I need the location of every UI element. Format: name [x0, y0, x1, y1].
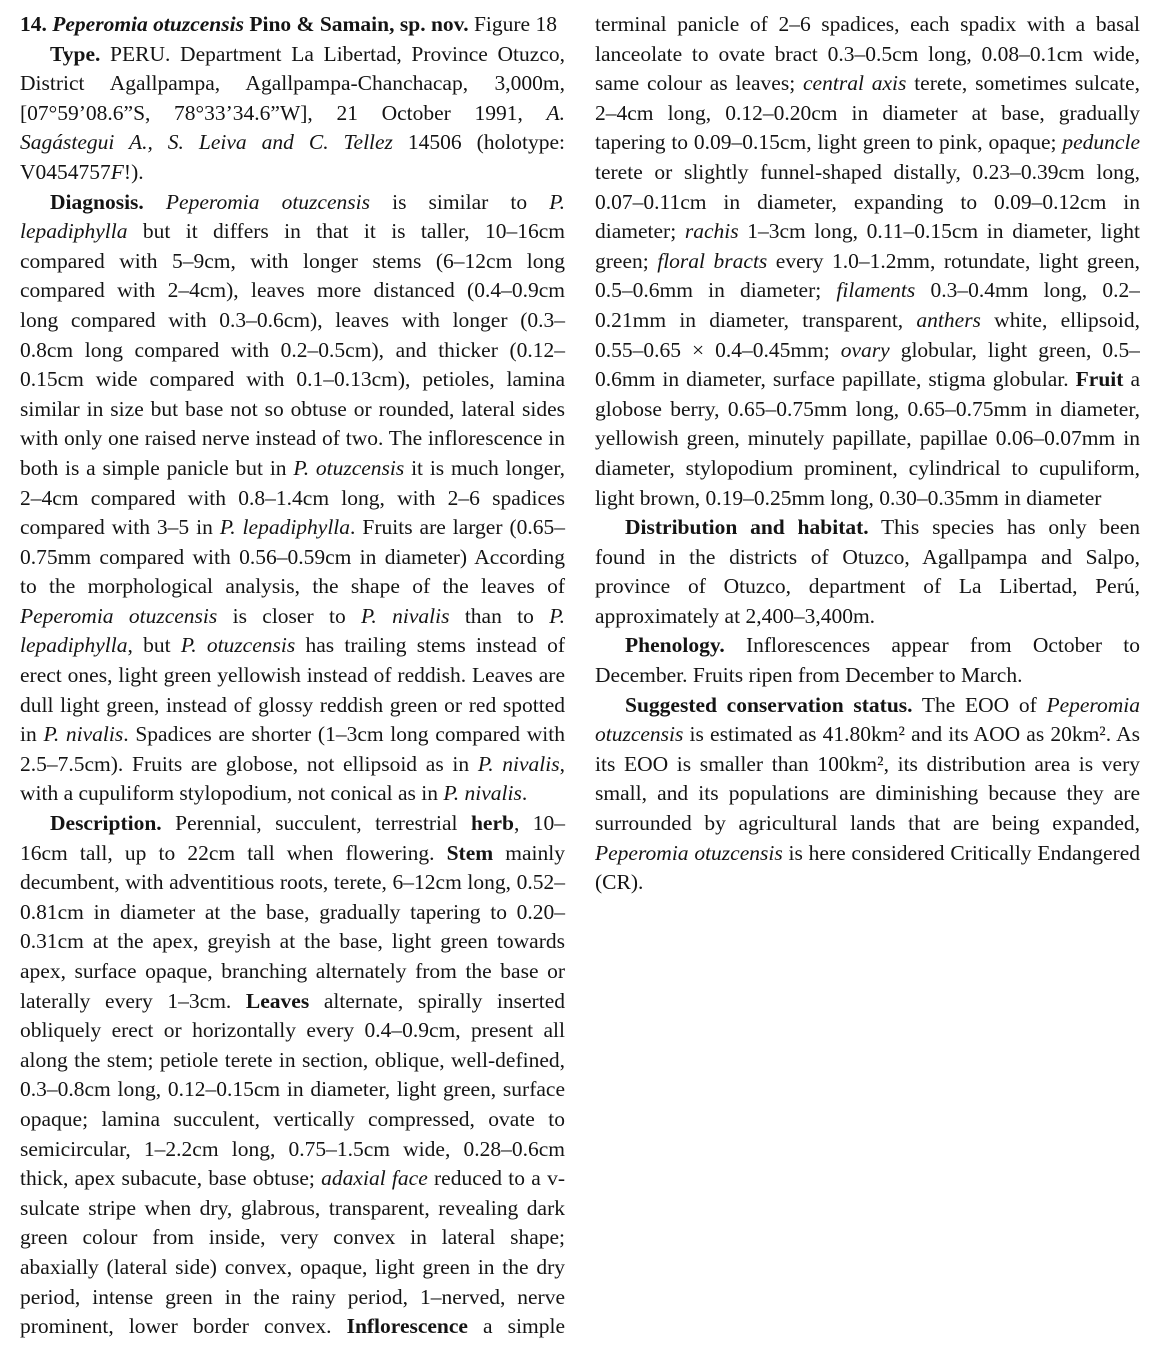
text-run: Leaves	[245, 988, 310, 1013]
text-run: herb	[470, 811, 514, 836]
text-run: Perennial, succulent, terrestrial	[161, 811, 471, 836]
text-run: Phenology.	[625, 633, 725, 658]
text-run: is similar to	[369, 189, 550, 214]
text-run: is closer to	[217, 603, 362, 628]
text-run: a globose berry, 0.65–0.75mm long, 0.65–0.75mm in diameter, yellowish green, minutely papillate, papillae 0.06–0.07mm in diameter, stylopodium prominent, cylindrical to cupuliform, light brown, 0.19–0.25mm long, 0.30–0.35mm in diameter	[595, 367, 1140, 510]
text-run: Pino & Samain, sp. nov.	[243, 12, 469, 36]
text-run: Inflorescence	[346, 1314, 468, 1339]
conservation-status-paragraph	[595, 691, 1140, 898]
text-run: .	[521, 781, 528, 806]
species-heading	[20, 10, 565, 40]
text-run: Peperomia otuzcensis	[165, 189, 370, 214]
text-run: every 1.0–1.2mm, rotundate, light green, 0.5–0.6mm in diameter;	[595, 248, 1140, 303]
text-run: rachis	[684, 219, 739, 244]
text-run: P. nivalis	[361, 603, 450, 628]
text-run: floral bracts	[657, 248, 768, 273]
text-run: Diagnosis.	[50, 189, 144, 214]
text-run: A. Sagástegui A., S. Leiva and C. Tellez	[20, 100, 565, 155]
text-run: !).	[123, 159, 144, 184]
text-run: Peperomia otuzcensis	[20, 603, 218, 628]
text-run: terete, sometimes sulcate, 2–4cm long, 0.12–0.20cm in diameter at base, gradually tapering to 0.09–0.15cm, light green to pink, opaque;	[595, 71, 1140, 155]
text-run: P. lepadiphylla	[20, 603, 565, 658]
type-paragraph	[20, 40, 565, 188]
text-run: Figure 18	[468, 12, 557, 36]
text-run: The EOO of	[912, 692, 1047, 717]
text-run: 14506 (holotype: V0454757	[20, 130, 566, 184]
text-run: adaxial face	[321, 1166, 428, 1191]
text-run: globular, light green, 0.5–0.6mm in diameter, surface papillate, stigma globular.	[595, 337, 1140, 392]
text-run: central axis	[803, 71, 907, 96]
text-run: P. nivalis	[43, 722, 124, 747]
text-run: , 10–16cm tall, up to 22cm tall when flowering.	[20, 811, 565, 865]
text-run: Peperomia otuzcensis	[595, 840, 783, 865]
text-run: anthers	[916, 307, 981, 332]
text-run: Stem	[446, 840, 494, 865]
text-run: Description.	[50, 811, 162, 836]
text-run: P. otuzcensis	[293, 455, 405, 480]
text-run: . Spadices are shorter (1–3cm long compared with 2.5–7.5cm). Fruits are globose, not ellipsoid as in	[20, 722, 565, 776]
text-run: , but	[127, 633, 181, 658]
text-run: filaments	[836, 278, 916, 303]
text-run: . Fruits are larger (0.65–0.75mm compared with 0.56–0.59cm in diameter) According to the morphological analysis, the shape of the leaves of	[20, 515, 565, 599]
phenology-paragraph	[595, 631, 1140, 690]
text-run: 1–3cm long, 0.11–0.15cm in diameter, light green;	[595, 219, 1140, 273]
text-run: P. nivalis	[443, 781, 522, 806]
text-run: ovary	[840, 337, 890, 362]
text-run: terete or slightly funnel-shaped distally, 0.23–0.39cm long, 0.07–0.11cm in diameter, expanding to 0.09–0.12cm in diameter;	[595, 159, 1140, 244]
text-run: F	[110, 159, 124, 184]
text-run: Fruit	[1075, 367, 1124, 392]
text-run: P. otuzcensis	[180, 633, 296, 658]
text-run: it is much longer, 2–4cm compared with 0.8–1.4cm long, with 2–6 spadices compared with 3–5 in	[20, 455, 565, 540]
text-run: peduncle	[1062, 130, 1140, 155]
text-run: P. lepadiphylla	[20, 189, 565, 244]
distribution-habitat-paragraph	[595, 513, 1140, 631]
text-run: mainly decumbent, with adventitious roots, terete, 6–12cm long, 0.52–0.81cm in diameter at the base, gradually tapering to 0.20–0.31cm at the apex, greyish at the base, light green towards apex, surface opaque, branching alternately from the base or laterally every 1–3cm.	[20, 840, 565, 1013]
text-run: but it differs in that it is taller, 10–16cm compared with 5–9cm, with longer stems (6–12cm long compared with 2–4cm), leaves more distanced (0.4–0.9cm long compared with 0.3–0.6cm), leaves with longer (0.3–0.8cm long compared with 0.2–0.5cm), and thicker (0.12–0.15cm wide compared with 0.1–0.13cm), petioles, lamina similar in size but base not so obtuse or rounded, lateral sides with only one raised nerve instead of two. The inflorescence in both is a simple panicle but in	[20, 219, 565, 480]
article	[20, 10, 1140, 1360]
text-run: white, ellipsoid, 0.55–0.65 × 0.4–0.45mm;	[595, 307, 1140, 362]
text-run: 0.3–0.4mm long, 0.2–0.21mm in diameter, transparent,	[595, 278, 1140, 332]
text-run: than to	[449, 603, 550, 628]
text-run: reduced to a v-sulcate stripe when dry, glabrous, transparent, revealing dark green colour from inside, very convex in lateral shape; abaxially (lateral side) convex, opaque, light green in the dry period, intense green in the rainy period, 1–nerved, nerve prominent, lower border convex.	[20, 1166, 565, 1339]
text-run: P. nivalis	[477, 751, 560, 776]
text-run: Peperomia otuzcensis	[595, 692, 1140, 747]
text-run: PERU. Department La Libertad, Province Otuzco, District Agallpampa, Agallpampa-Chanchacap, 3,000m, [07°59’08.6”S, 78°33’34.6”W], 21 October 1991,	[20, 41, 565, 125]
text-run	[144, 190, 166, 214]
text-run: Distribution and habitat.	[625, 515, 869, 540]
text-run: 14.	[20, 12, 53, 36]
text-run: This species has only been found in the districts of Otuzco, Agallpampa and Salpo, province of Otuzco, department of La Libertad, Perú, approximately at 2,400–3,400m.	[595, 515, 1140, 628]
text-run: P. lepadiphylla	[219, 515, 351, 540]
text-run: has trailing stems instead of erect ones, light green yellowish instead of reddish. Leaves are dull light green, instead of glossy reddish green or red spotted in	[20, 633, 565, 747]
text-run: Inflorescences appear from October to December. Fruits ripen from December to March.	[595, 633, 1140, 688]
text-run: alternate, spirally inserted obliquely erect or horizontally every 0.4–0.9cm, present all along the stem; petiole terete in section, oblique, well-defined, 0.3–0.8cm long, 0.12–0.15cm in diameter, light green, surface opaque; lamina succulent, vertically compressed, ovate to semicircular, 1–2.2cm long, 0.75–1.5cm wide, 0.28–0.6cm thick, apex subacute, base obtuse;	[20, 988, 565, 1191]
diagnosis-paragraph	[20, 188, 565, 809]
text-run: a simple terminal panicle of 2–6 spadices, each spadix with a basal lanceolate to ovate bract 0.3–0.5cm long, 0.08–0.1cm wide, same colour as leaves;	[467, 12, 1140, 1339]
text-run: is estimated as 41.80km² and its AOO as 20km². As its EOO is smaller than 100km², its distribution area is very small, and its populations are diminishing because they are surrounded by agricultural lands that are being expanded,	[595, 722, 1140, 836]
text-run: , with a cupuliform stylopodium, not conical as in	[20, 751, 565, 806]
text-run: Peperomia otuzcensis	[52, 12, 244, 36]
text-run: Suggested conservation status.	[625, 692, 913, 717]
text-run: is here considered Critically Endangered (CR).	[595, 840, 1140, 895]
text-run: Type.	[50, 41, 101, 66]
